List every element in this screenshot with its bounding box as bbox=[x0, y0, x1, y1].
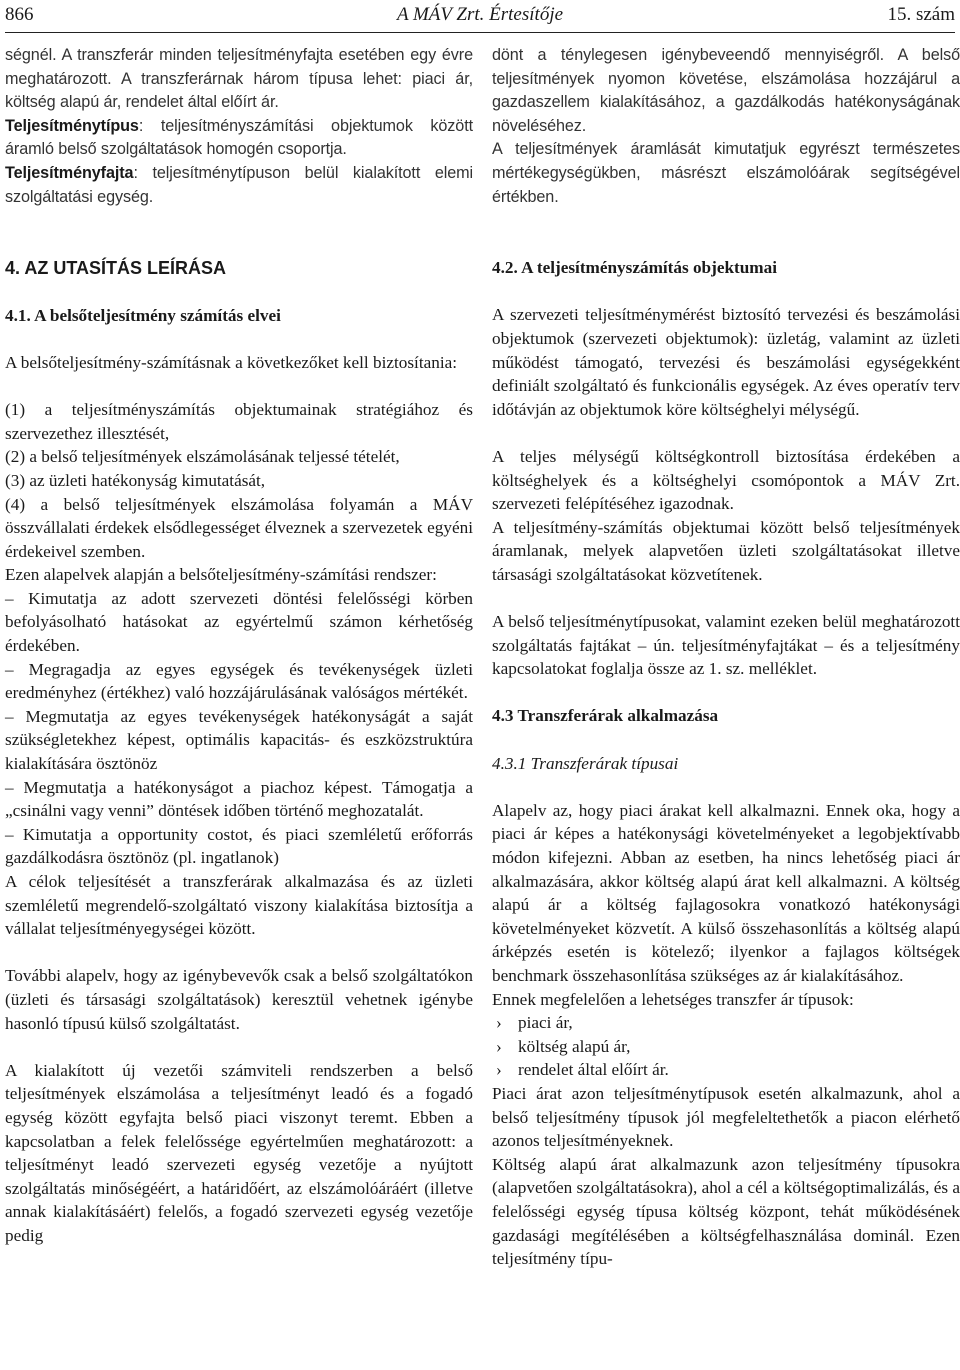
definition-text: : teljesítménytípuson belül kialakított elemi szolgáltatási egység. bbox=[5, 163, 473, 206]
dash-item: – Kimutatja az adott szervezeti döntési felelősségi körben befolyásolható hatásokat az egyértelmű számon kérhetőség érdekében. bbox=[5, 588, 473, 656]
page-number: 866 bbox=[5, 4, 34, 25]
paragraph: Piaci árat azon teljesítménytípusok esetén alkalmazunk, ahol a belső teljesítmény típusok jól megfeleltethetők a piacon elérhető azonos teljesítményeknek. bbox=[492, 1083, 960, 1151]
paragraph: Költség alapú árat alkalmazunk azon teljesítmény típusokra (alapvetően szolgáltatásokra), ahol a cél a költségoptimalizálás, és a felelősségi egység típusa költség központ, tehát működésének gazdasági megítélésében a költségfelhasználása dominál. Ezen teljesítmény típu- bbox=[492, 1154, 960, 1269]
list-item bbox=[492, 1035, 960, 1059]
paragraph: A teljesítmények áramlását kimutatjuk egyrészt természetes mértékegységükben, másrészt elszámolóárak segítségével értékben. bbox=[492, 140, 960, 206]
list-item: (3) az üzleti hatékonyság kimutatását, bbox=[5, 470, 266, 490]
paragraph: Ennek megfelelően a lehetséges transzfer ár típusok: bbox=[492, 989, 854, 1009]
dash-item: – Kimutatja a opportunity costot, és piaci szemléletű erőforrás gazdálkodásra ösztönöz (pl. ingatlanok) bbox=[5, 824, 473, 868]
subsection-title: 4.2. A teljesítményszámítás objektumai bbox=[492, 258, 777, 278]
bullet-icon: › bbox=[496, 1013, 502, 1033]
paragraph: A célok teljesítését a transzferárak alkalmazása és az üzleti szemléletű megrendelő-szolgáltató viszony kialakítása biztosítja a vállalat teljesítményegységei között. bbox=[5, 872, 473, 939]
issue-number: 15. szám bbox=[887, 4, 955, 25]
list-item-text: rendelet által előírt ár. bbox=[518, 1060, 669, 1080]
bullet-icon: › bbox=[496, 1060, 502, 1080]
dash-item: – Megragadja az egyes egységek és tevékenységek üzleti eredményhez (értékhez) való hozzájárulásának valóságos mértékét. bbox=[5, 659, 473, 703]
paragraph: A belső teljesítménytípusokat, valamint ezeken belül meghatározott szolgáltatás fajtákat – ún. teljesítményfajtákat – és a teljesítmény kapcsolatokat foglalja össze az 1. sz. melléklet. bbox=[492, 612, 960, 679]
subsubsection-title: 4.3.1 Transzferárak típusai bbox=[492, 753, 679, 773]
definition-type bbox=[5, 115, 473, 162]
definition-term: Teljesítménytípus bbox=[5, 116, 139, 135]
page-header bbox=[5, 0, 955, 36]
subsection-title: 4.1. A belsőteljesítmény számítás elvei bbox=[5, 305, 281, 325]
definition-kind bbox=[5, 162, 473, 209]
list-item: (2) a belső teljesítmények elszámolásának teljessé tételét, bbox=[5, 447, 400, 467]
subsection-title: 4.3 Transzferárak alkalmazása bbox=[492, 706, 719, 726]
definition-term: Teljesítményfajta bbox=[5, 163, 134, 182]
section-title: 4. AZ UTASÍTÁS LEÍRÁSA bbox=[5, 258, 227, 279]
list-item-text: piaci ár, bbox=[518, 1013, 573, 1033]
paragraph: dönt a ténylegesen igénybeveendő mennyiségről. A belső teljesítmények nyomon követése, elszámolása hozzájárul a gazdaszellem kialakításához, a gazdálkodás hatékonyságának növeléséhez. bbox=[492, 46, 960, 135]
list-item: (4) a belső teljesítmények elszámolása folyamán a MÁV összvállalati érdekek elsődlegességet élveznek a szervezetek egyéni érdekeivel szemben. bbox=[5, 494, 473, 561]
paragraph: A belsőteljesítmény-számításnak a következőket kell biztosítania: bbox=[5, 352, 457, 372]
paragraph: Alapelv az, hogy piaci árakat kell alkalmazni. Ennek oka, hogy a piaci ár képes a hatékonysági követelményeket a legobjektívabb módon kifejezni. Abban az esetben, ha nincs lehetőség piaci ár alkalmazására, akkor költség alapú árat kell alkalmazni. A költség alapú ár a költség fajlagosokra vonatkozó hatékonysági követelményeket közvetít. A külső összehasonlítás a költség alapú árképzés esetén is kötelező; ilyenkor a fajlagos költségek benchmark összehasonlítása szükséges az ár kialakításához. bbox=[492, 800, 960, 985]
paragraph: A teljesítmény-számítás objektumai között belső teljesítmények áramlanak, melyek alapvetően üzleti szolgáltatásokat illetve társasági szolgáltatásokat közvetítenek. bbox=[492, 517, 960, 584]
bullet-icon: › bbox=[496, 1036, 502, 1056]
paragraph: A teljes mélységű költségkontroll biztosítása érdekében a költséghelyek és a költséghelyi csomópontok a MÁV Zrt. szervezeti felépítéséhez igazodnak. bbox=[492, 446, 960, 514]
dash-item: – Megmutatja az egyes tevékenységek hatékonyságát a saját szükségletekhez képest, optimális kapacitás- és eszközstruktúra kialakítására ösztönöz bbox=[5, 706, 473, 774]
definitions-block bbox=[5, 44, 473, 209]
intro-paragraph: ségnél. A transzferár minden teljesítményfajta esetében egy évre meghatározott. A transzferárnak három típusa lehet: piaci ár, költség alapú ár, rendelet által előírt ár. bbox=[5, 46, 473, 112]
definition-text: : teljesítményszámítási objektumok között áramló belső szolgáltatások homogén csoportja. bbox=[5, 116, 473, 159]
left-column bbox=[5, 44, 473, 1248]
paragraph: A szervezeti teljesítménymérést biztosító tervezési és beszámolási objektumok (szervezeti objektumok): üzletág, valamint az üzleti működést támogató, tervezési és beszámolási egységekként definiált szolgáltató és funkcionális egységek. Az éves operatív terv időtávján az objektumok köre költséghelyi mélységű. bbox=[492, 305, 960, 419]
journal-title: A MÁV Zrt. Értesítője bbox=[396, 4, 564, 25]
paragraph: Ezen alapelvek alapján a belsőteljesítmény-számítási rendszer: bbox=[5, 565, 437, 585]
paragraph: A kialakított új vezetői számviteli rendszerben a belső teljesítmények elszámolása a teljesítményt leadó és a fogadó egység között egyfajta belső piaci viszonyt teremt. Ebben a kapcsolatban a felek felelőssége egyértelműen meghatározott: a teljesítményt leadó szervezeti egység vezetője a nyújtott szolgáltatás minőségéért, a határidőért, az elszámolóáráért (illetve annak kialakításáért) felelős, a fogadó szervezeti egység vezetője pedig bbox=[5, 1060, 473, 1245]
list-item: (1) a teljesítményszámítás objektumainak stratégiához és szervezethez illesztését, bbox=[5, 400, 473, 443]
right-column bbox=[492, 44, 960, 1271]
header-rule bbox=[5, 32, 955, 33]
paragraph: További alapelv, hogy az igénybevevők csak a belső szolgáltatókon (üzleti és társasági szolgáltatások) keresztül vehetnek igénybe hasonló típusú külső szolgáltatást. bbox=[5, 966, 473, 1033]
list-item bbox=[492, 1058, 960, 1082]
dash-item: – Megmutatja a hatékonyságot a piachoz képest. Támogatja a „csinálni vagy venni” döntések időben történő meghozatalát. bbox=[5, 777, 473, 821]
list-item bbox=[492, 1011, 960, 1035]
list-item-text: költség alapú ár, bbox=[518, 1036, 631, 1056]
continuation-block bbox=[492, 44, 960, 209]
